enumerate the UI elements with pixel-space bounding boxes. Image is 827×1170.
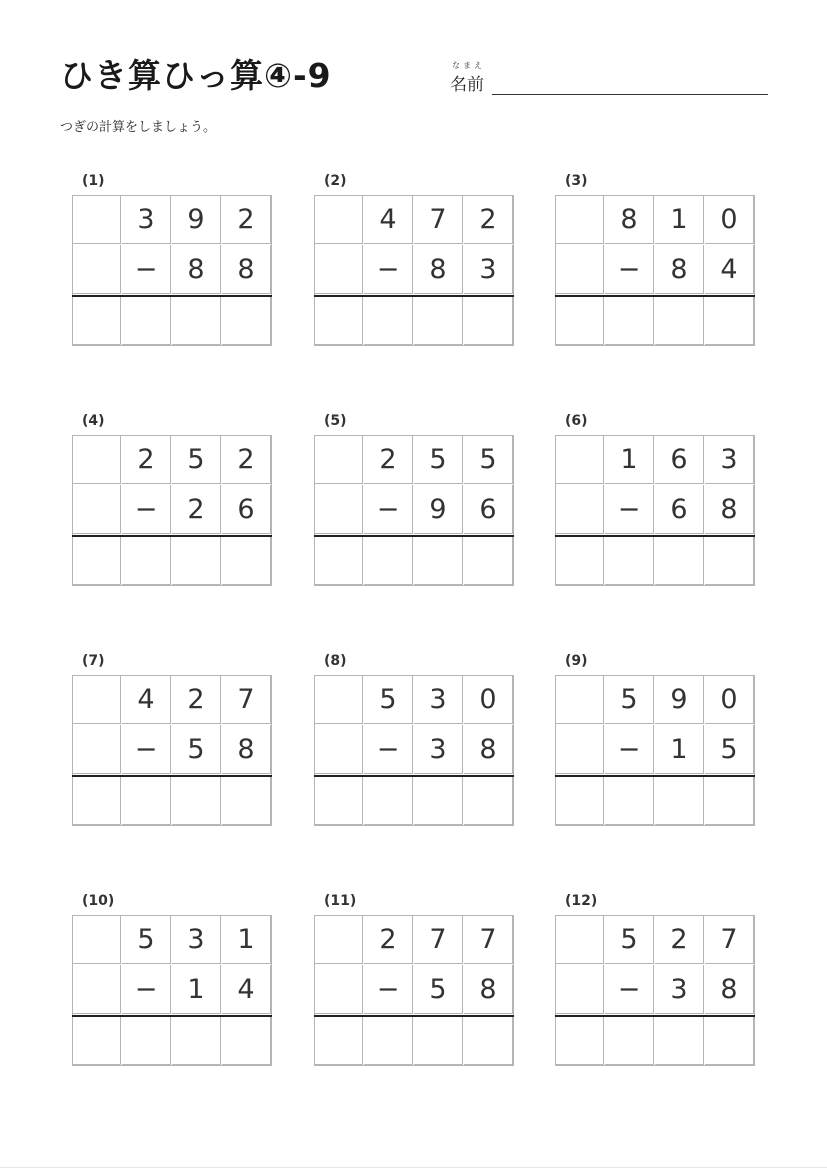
- problem-label: (3): [565, 173, 588, 189]
- answer-cell[interactable]: [655, 296, 704, 345]
- answer-cell[interactable]: [72, 1016, 121, 1065]
- minuend-digit: 5: [122, 915, 171, 964]
- answer-cell[interactable]: [414, 1016, 463, 1065]
- empty-cell: [555, 195, 604, 244]
- answer-cell[interactable]: [172, 1016, 221, 1065]
- problem-9: [555, 653, 755, 838]
- answer-divider-line: [72, 1015, 272, 1017]
- problem-1: [72, 173, 272, 358]
- problem-label: (8): [324, 653, 347, 669]
- subtraction-grid: [72, 195, 272, 346]
- answer-divider-line: [72, 535, 272, 537]
- minuend-digit: 8: [605, 195, 654, 244]
- minuend-digit: 7: [464, 915, 513, 964]
- subtrahend-digit: 5: [172, 725, 221, 774]
- answer-cell[interactable]: [314, 776, 363, 825]
- empty-cell: [555, 725, 604, 774]
- empty-cell: [72, 195, 121, 244]
- subtraction-grid: [314, 435, 514, 586]
- minus-sign: −: [605, 725, 654, 774]
- minus-sign: −: [122, 965, 171, 1014]
- subtraction-grid: [314, 675, 514, 826]
- answer-divider-line: [555, 295, 755, 297]
- answer-cell[interactable]: [605, 1016, 654, 1065]
- minuend-digit: 0: [705, 195, 754, 244]
- worksheet-title: ひき算ひっ算④-9: [60, 56, 332, 95]
- answer-divider-line: [72, 295, 272, 297]
- subtraction-grid: [555, 435, 755, 586]
- answer-cell[interactable]: [605, 776, 654, 825]
- subtrahend-digit: 5: [414, 965, 463, 1014]
- empty-cell: [72, 245, 121, 294]
- empty-cell: [555, 965, 604, 1014]
- empty-cell: [555, 915, 604, 964]
- answer-cell[interactable]: [314, 296, 363, 345]
- answer-cell[interactable]: [122, 1016, 171, 1065]
- empty-cell: [72, 485, 121, 534]
- minuend-digit: 2: [364, 435, 413, 484]
- subtraction-grid: [72, 915, 272, 1066]
- answer-cell[interactable]: [72, 776, 121, 825]
- problem-10: [72, 893, 272, 1078]
- empty-cell: [72, 965, 121, 1014]
- minuend-digit: 4: [364, 195, 413, 244]
- subtraction-grid: [555, 195, 755, 346]
- subtrahend-digit: 8: [172, 245, 221, 294]
- answer-cell[interactable]: [605, 296, 654, 345]
- minuend-digit: 3: [172, 915, 221, 964]
- empty-cell: [555, 675, 604, 724]
- answer-cell[interactable]: [555, 296, 604, 345]
- minuend-digit: 7: [222, 675, 271, 724]
- answer-cell[interactable]: [414, 536, 463, 585]
- name-label: 名前: [450, 75, 484, 95]
- empty-cell: [72, 915, 121, 964]
- name-write-line[interactable]: [492, 94, 768, 95]
- subtraction-grid: [555, 915, 755, 1066]
- minuend-digit: 3: [122, 195, 171, 244]
- problem-8: [314, 653, 514, 838]
- minuend-digit: 1: [605, 435, 654, 484]
- problem-label: (10): [82, 893, 115, 909]
- answer-cell[interactable]: [414, 776, 463, 825]
- problem-11: [314, 893, 514, 1078]
- answer-cell[interactable]: [364, 296, 413, 345]
- empty-cell: [314, 915, 363, 964]
- answer-cell[interactable]: [172, 536, 221, 585]
- answer-cell[interactable]: [222, 1016, 271, 1065]
- answer-cell[interactable]: [122, 536, 171, 585]
- answer-divider-line: [314, 535, 514, 537]
- subtrahend-digit: 2: [172, 485, 221, 534]
- answer-cell[interactable]: [555, 1016, 604, 1065]
- answer-cell[interactable]: [655, 1016, 704, 1065]
- answer-divider-line: [314, 295, 514, 297]
- minuend-digit: 0: [705, 675, 754, 724]
- minus-sign: −: [364, 965, 413, 1014]
- subtrahend-digit: 8: [705, 965, 754, 1014]
- minuend-digit: 3: [705, 435, 754, 484]
- problem-label: (9): [565, 653, 588, 669]
- empty-cell: [314, 435, 363, 484]
- minuend-digit: 7: [414, 195, 463, 244]
- minuend-digit: 5: [414, 435, 463, 484]
- minus-sign: −: [122, 485, 171, 534]
- answer-divider-line: [555, 1015, 755, 1017]
- empty-cell: [314, 245, 363, 294]
- subtrahend-digit: 6: [655, 485, 704, 534]
- answer-divider-line: [72, 775, 272, 777]
- answer-cell[interactable]: [122, 776, 171, 825]
- minuend-digit: 6: [655, 435, 704, 484]
- empty-cell: [314, 195, 363, 244]
- empty-cell: [72, 725, 121, 774]
- minus-sign: −: [364, 485, 413, 534]
- name-ruby: なまえ: [452, 61, 485, 70]
- empty-cell: [72, 675, 121, 724]
- problem-label: (2): [324, 173, 347, 189]
- empty-cell: [555, 245, 604, 294]
- minuend-digit: 7: [705, 915, 754, 964]
- subtrahend-digit: 4: [705, 245, 754, 294]
- answer-cell[interactable]: [122, 296, 171, 345]
- answer-cell[interactable]: [314, 536, 363, 585]
- answer-cell[interactable]: [314, 1016, 363, 1065]
- minuend-digit: 2: [122, 435, 171, 484]
- instruction-text: つぎの計算をしましょう。: [60, 120, 217, 135]
- answer-cell[interactable]: [705, 1016, 754, 1065]
- minuend-digit: 9: [172, 195, 221, 244]
- problem-label: (5): [324, 413, 347, 429]
- subtrahend-digit: 8: [655, 245, 704, 294]
- minuend-digit: 2: [222, 435, 271, 484]
- subtrahend-digit: 1: [172, 965, 221, 1014]
- problem-7: [72, 653, 272, 838]
- minuend-digit: 2: [655, 915, 704, 964]
- answer-divider-line: [555, 535, 755, 537]
- answer-cell[interactable]: [464, 776, 513, 825]
- minuend-digit: 5: [172, 435, 221, 484]
- answer-cell[interactable]: [464, 296, 513, 345]
- minuend-digit: 1: [222, 915, 271, 964]
- subtrahend-digit: 1: [655, 725, 704, 774]
- minuend-digit: 2: [364, 915, 413, 964]
- problem-4: [72, 413, 272, 598]
- minuend-digit: 2: [172, 675, 221, 724]
- subtraction-grid: [72, 435, 272, 586]
- empty-cell: [314, 675, 363, 724]
- problem-label: (7): [82, 653, 105, 669]
- answer-cell[interactable]: [655, 536, 704, 585]
- subtrahend-digit: 8: [705, 485, 754, 534]
- problem-12: [555, 893, 755, 1078]
- answer-cell[interactable]: [222, 296, 271, 345]
- minuend-digit: 2: [464, 195, 513, 244]
- answer-cell[interactable]: [222, 536, 271, 585]
- subtrahend-digit: 8: [222, 725, 271, 774]
- minus-sign: −: [364, 725, 413, 774]
- answer-cell[interactable]: [464, 1016, 513, 1065]
- subtrahend-digit: 6: [222, 485, 271, 534]
- answer-cell[interactable]: [364, 536, 413, 585]
- subtraction-grid: [314, 195, 514, 346]
- empty-cell: [314, 725, 363, 774]
- minuend-digit: 5: [605, 915, 654, 964]
- minuend-digit: 2: [222, 195, 271, 244]
- minuend-digit: 5: [464, 435, 513, 484]
- problem-label: (1): [82, 173, 105, 189]
- minuend-digit: 4: [122, 675, 171, 724]
- problem-6: [555, 413, 755, 598]
- answer-cell[interactable]: [72, 296, 121, 345]
- problem-label: (11): [324, 893, 357, 909]
- subtrahend-digit: 8: [464, 725, 513, 774]
- answer-divider-line: [555, 775, 755, 777]
- problem-label: (12): [565, 893, 598, 909]
- name-field-area: [450, 60, 770, 100]
- subtraction-grid: [555, 675, 755, 826]
- subtrahend-digit: 8: [414, 245, 463, 294]
- problem-3: [555, 173, 755, 358]
- minuend-digit: 1: [655, 195, 704, 244]
- subtrahend-digit: 3: [655, 965, 704, 1014]
- answer-cell[interactable]: [72, 536, 121, 585]
- minus-sign: −: [122, 725, 171, 774]
- minuend-digit: 5: [605, 675, 654, 724]
- answer-cell[interactable]: [655, 776, 704, 825]
- answer-cell[interactable]: [555, 776, 604, 825]
- page-bottom-rule: [0, 1167, 827, 1168]
- answer-cell[interactable]: [705, 536, 754, 585]
- minus-sign: −: [364, 245, 413, 294]
- minuend-digit: 5: [364, 675, 413, 724]
- empty-cell: [314, 965, 363, 1014]
- problem-label: (4): [82, 413, 105, 429]
- subtrahend-digit: 5: [705, 725, 754, 774]
- subtraction-grid: [314, 915, 514, 1066]
- subtrahend-digit: 6: [464, 485, 513, 534]
- answer-cell[interactable]: [172, 776, 221, 825]
- answer-cell[interactable]: [172, 296, 221, 345]
- answer-cell[interactable]: [705, 296, 754, 345]
- minuend-digit: 9: [655, 675, 704, 724]
- problem-2: [314, 173, 514, 358]
- subtrahend-digit: 3: [464, 245, 513, 294]
- subtraction-grid: [72, 675, 272, 826]
- empty-cell: [72, 435, 121, 484]
- minuend-digit: 0: [464, 675, 513, 724]
- answer-cell[interactable]: [555, 536, 604, 585]
- empty-cell: [314, 485, 363, 534]
- answer-divider-line: [314, 775, 514, 777]
- subtrahend-digit: 8: [464, 965, 513, 1014]
- empty-cell: [555, 485, 604, 534]
- minus-sign: −: [605, 965, 654, 1014]
- minuend-digit: 3: [414, 675, 463, 724]
- answer-divider-line: [314, 1015, 514, 1017]
- answer-cell[interactable]: [364, 776, 413, 825]
- answer-cell[interactable]: [414, 296, 463, 345]
- answer-cell[interactable]: [464, 536, 513, 585]
- answer-cell[interactable]: [222, 776, 271, 825]
- minuend-digit: 7: [414, 915, 463, 964]
- answer-cell[interactable]: [705, 776, 754, 825]
- subtrahend-digit: 4: [222, 965, 271, 1014]
- problem-5: [314, 413, 514, 598]
- subtrahend-digit: 8: [222, 245, 271, 294]
- answer-cell[interactable]: [605, 536, 654, 585]
- problem-label: (6): [565, 413, 588, 429]
- subtrahend-digit: 3: [414, 725, 463, 774]
- answer-cell[interactable]: [364, 1016, 413, 1065]
- subtrahend-digit: 9: [414, 485, 463, 534]
- minus-sign: −: [605, 485, 654, 534]
- minus-sign: −: [605, 245, 654, 294]
- empty-cell: [555, 435, 604, 484]
- minus-sign: −: [122, 245, 171, 294]
